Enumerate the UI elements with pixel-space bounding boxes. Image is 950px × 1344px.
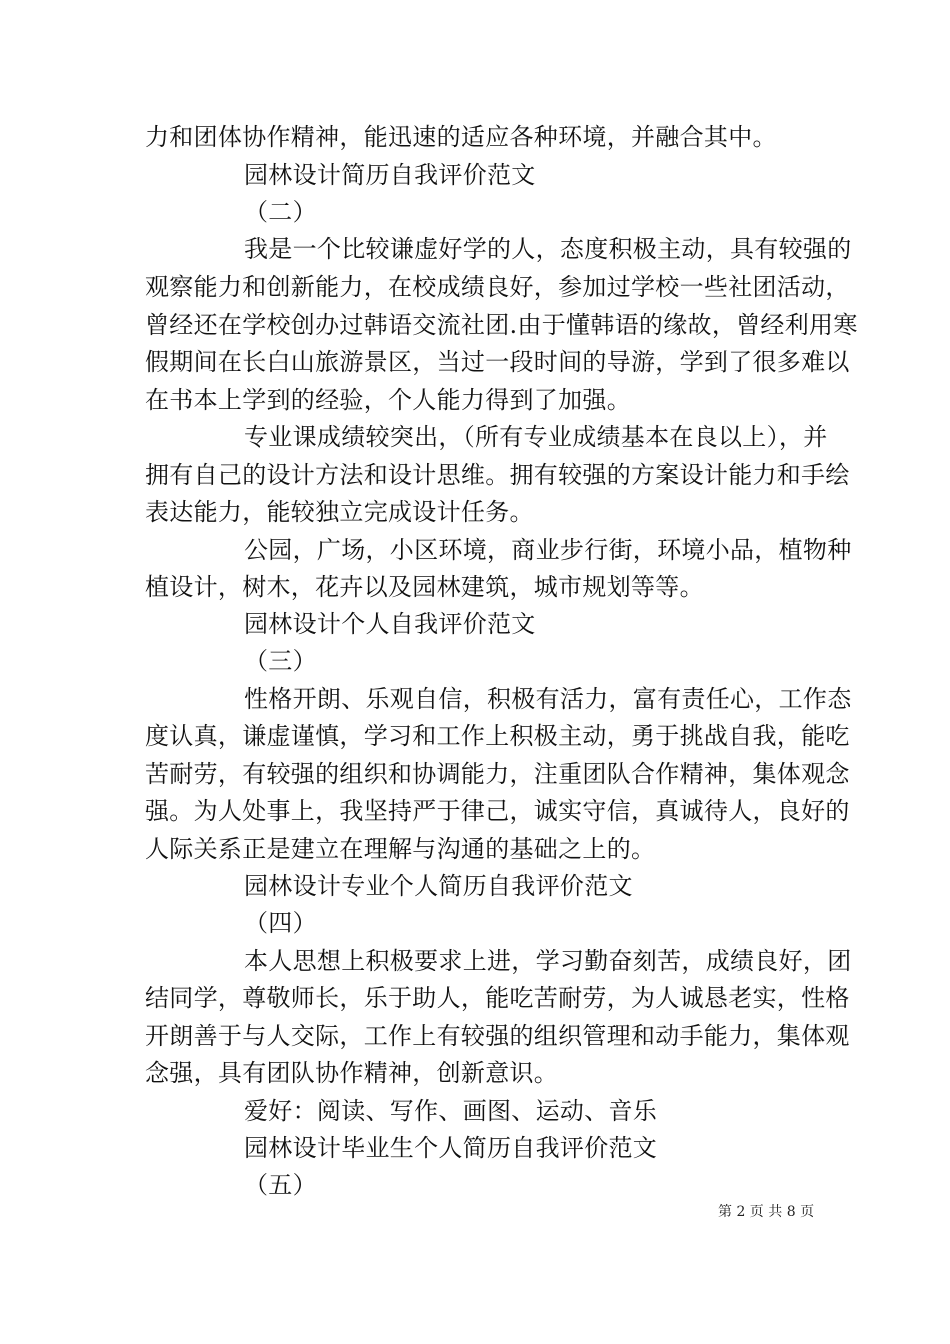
paragraph-line: 我是一个比较谦虚好学的人，态度积极主动，具有较强的 [244,235,852,263]
page-number: 第 2 页 共 8 页 [718,1204,815,1220]
paragraph-line: 结同学，尊敬师长，乐于助人，能吃苦耐劳，为人诚恳老实，性格 [145,984,850,1012]
paragraph-line: 假期间在长白山旅游景区，当过一段时间的导游，学到了很多难以 [145,348,850,376]
section-title: 园林设计专业个人简历自我评价范文 [244,872,633,900]
paragraph-line: 专业课成绩较突出，（所有专业成绩基本在良以上），并 [244,423,828,451]
section-title: 园林设计毕业生个人简历自我评价范文 [244,1134,658,1162]
paragraph-line: 力和团体协作精神，能迅速的适应各种环境，并融合其中。 [145,123,777,151]
paragraph-line: 强。为人处事上，我坚持严于律己，诚实守信，真诚待人，良好的 [145,797,850,825]
paragraph-line: 人际关系正是建立在理解与沟通的基础之上的。 [145,835,656,863]
section-number: （四） [244,909,317,937]
section-title: 园林设计个人自我评价范文 [244,610,536,638]
paragraph-line: 拥有自己的设计方法和设计思维。拥有较强的方案设计能力和手绘 [145,461,850,489]
paragraph-line: 观察能力和创新能力，在校成绩良好，参加过学校一些社团活动， [145,273,850,301]
paragraph-line: 度认真，谦虚谨慎，学习和工作上积极主动，勇于挑战自我，能吃 [145,722,850,750]
paragraph-line: 公园，广场，小区环境，商业步行街，环境小品，植物种 [244,536,852,564]
paragraph-line: 曾经还在学校创办过韩语交流社团.由于懂韩语的缘故，曾经利用寒 [145,311,858,339]
paragraph-line: 本人思想上积极要求上进，学习勤奋刻苦，成绩良好，团 [244,947,852,975]
section-number: （二） [244,198,317,226]
paragraph-line: 性格开朗、乐观自信，积极有活力，富有责任心，工作态 [244,685,852,713]
paragraph-line: 苦耐劳，有较强的组织和协调能力，注重团队合作精神，集体观念 [145,760,850,788]
paragraph-line: 念强，具有团队协作精神，创新意识。 [145,1059,559,1087]
hobbies-line: 爱好：阅读、写作、画图、运动、音乐 [244,1097,658,1125]
paragraph-line: 在书本上学到的经验，个人能力得到了加强。 [145,386,631,414]
paragraph-line: 开朗善于与人交际，工作上有较强的组织管理和动手能力，集体观 [145,1022,850,1050]
paragraph-line: 植设计，树木，花卉以及园林建筑，城市规划等等。 [145,573,704,601]
section-number: （三） [244,647,317,675]
section-title: 园林设计简历自我评价范文 [244,161,536,189]
section-number: （五） [244,1171,317,1199]
paragraph-line: 表达能力，能较独立完成设计任务。 [145,498,534,526]
